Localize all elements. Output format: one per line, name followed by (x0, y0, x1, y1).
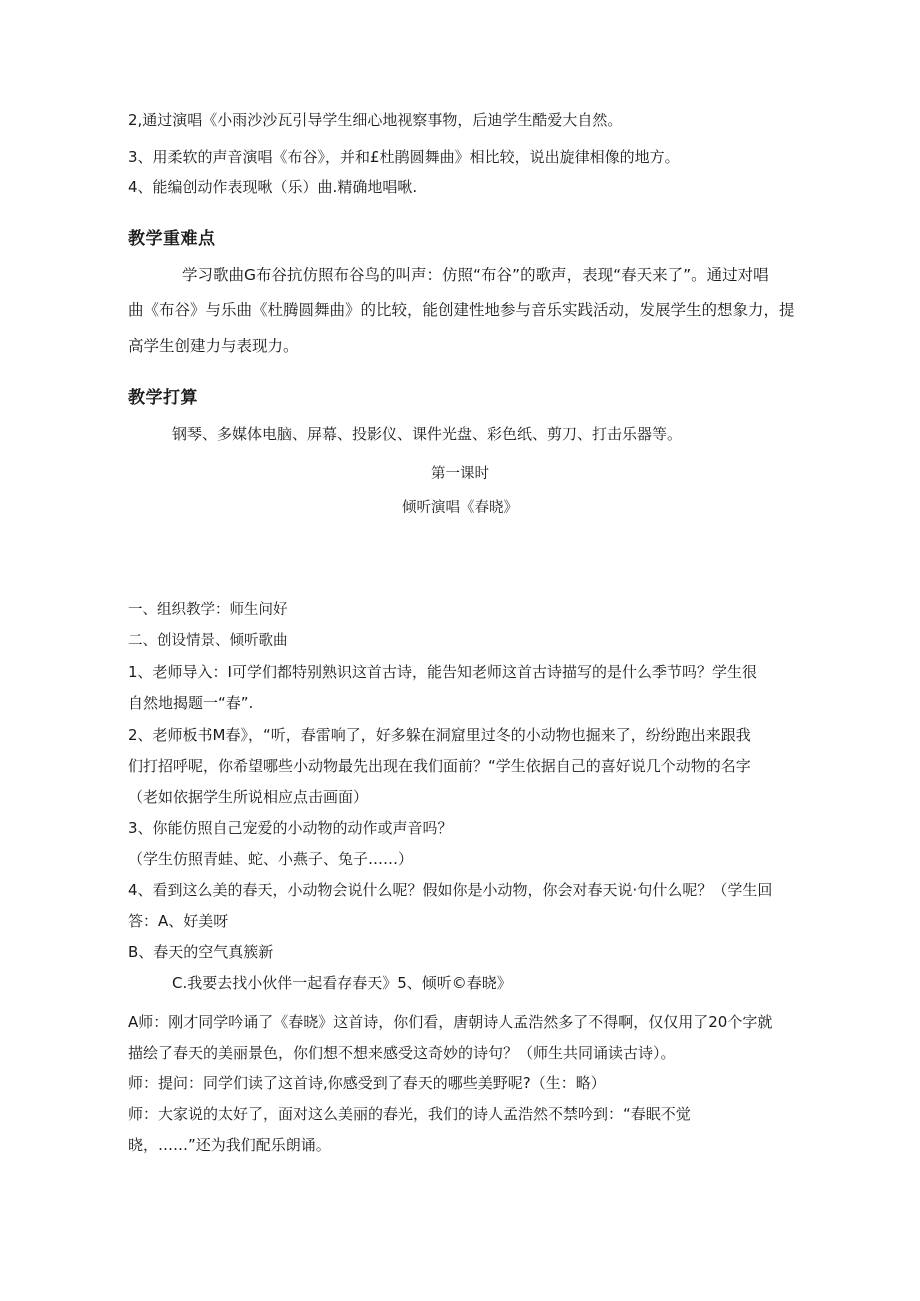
key-points-heading: 教学重难点 (128, 229, 216, 249)
process-line-15: 描绘了春天的美丽景色，你们想不想来感受这奇妙的诗句？（师生共同诵读古诗）。 (128, 1044, 676, 1062)
preparation-heading: 教学打算 (128, 388, 198, 408)
objective-2: 2,通过演唱《小雨沙沙瓦引导学生细心地视察事物，后迪学生酷爱大自然。 (128, 111, 623, 129)
process-line-12: B、春天的空气真簇新 (128, 943, 274, 961)
lesson-title: 第一课时 (431, 466, 489, 482)
preparation-line: 钢琴、多媒体电脑、屏幕、投影仪、课件光盘、彩色纸、剪刀、打击乐器等。 (172, 425, 683, 443)
process-line-5: 2、老师板书M春》，“听，春雷响了，好多躲在洞窟里过冬的小动物也掘来了，纷纷跑出来跟我 (128, 726, 751, 744)
objective-3: 3、用柔软的声音演唱《布谷》，并和£杜鹃圆舞曲》相比较，说出旋律相像的地方。 (128, 148, 680, 166)
key-points-line-3: 高学生创建力与表现力。 (128, 337, 299, 355)
process-line-3: 1、老师导入：I可学们都特别熟识这首古诗，能告知老师这首古诗描写的是什么季节吗？学生很 (128, 663, 757, 681)
process-line-9: （学生仿照青蛙、蛇、小燕子、兔子……） (128, 850, 414, 868)
process-line-11: 答：A、好美呀 (128, 912, 229, 930)
process-line-14: A师：刚才同学吟诵了《春晓》这首诗，你们看，唐朝诗人孟浩然多了不得啊，仅仅用了20个字就 (128, 1013, 773, 1031)
key-points-line-1: 学习歌曲G布谷抗仿照布谷鸟的叫声：仿照“布谷”的歌声，表现“春天来了”。通过对唱 (182, 266, 769, 284)
process-line-17: 师：大家说的太好了，面对这么美丽的春光，我们的诗人孟浩然不禁吟到：“春眠不觉 (128, 1105, 691, 1123)
process-line-1: 一、组织教学：师生问好 (128, 602, 288, 618)
process-line-16: 师：提问：同学们读了这首诗,你感受到了春天的哪些美野呢?（生：略） (128, 1074, 606, 1092)
process-line-18: 晓，……”还为我们配乐朗诵。 (128, 1136, 331, 1154)
process-line-4: 自然地揭题一“春”. (128, 694, 254, 712)
process-line-10: 4、看到这么美的春天，小动物会说什么呢？假如你是小动物，你会对春天说·句什么呢？（学生回 (128, 881, 773, 899)
lesson-subtitle: 倾听演唱《春晓》 (402, 500, 518, 516)
objective-4: 4、能编创动作表现啾（乐）曲.精确地唱啾. (128, 178, 418, 196)
key-points-line-2: 曲《布谷》与乐曲《杜腾圆舞曲》的比较，能创建性地参与音乐实践活动，发展学生的想象力，提 (128, 301, 795, 319)
process-line-2: 二、创设情景、倾听歌曲 (128, 633, 288, 649)
process-line-8: 3、你能仿照自己宠爱的小动物的动作或声音吗？ (128, 819, 453, 837)
process-line-6: 们打招呼呢，你希望哪些小动物最先出现在我们面前？“学生依据自己的喜好说几个动物的名字 (128, 757, 751, 775)
process-line-13: C.我要去找小伙伴一起看存春天》5、倾听©春晓》 (172, 974, 512, 992)
process-line-7: （老如依据学生所说相应点击画面） (128, 788, 369, 806)
